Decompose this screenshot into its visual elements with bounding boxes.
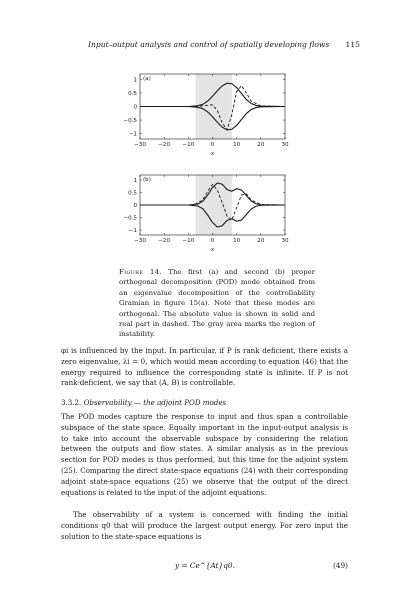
paragraph-2: The POD modes capture the response to input and thus span a controllable subspace of the state space. Equally important in the input-output analysis is to take into account the observable subspace by considering the relation between the outputs and flow states. A similar analysis as in the previous section for POD modes is thus performed, but this time for the adjoint system (25). Comparing the direct state-space equations (24) with their corresponding adjoint state-space equations (25) we observe that the output of the direct equations is related to the input of the adjoint equations. [61, 412, 348, 497]
y-tick-label: −1 [128, 131, 137, 138]
panel-label: (b) [143, 177, 151, 183]
x-tick-label: −30 [134, 142, 146, 148]
page-number: 115 [345, 40, 360, 49]
caption-label: Figure 14. [119, 268, 162, 276]
y-tick-label: −0.5 [123, 215, 137, 222]
y-tick-label: 0 [133, 203, 137, 209]
y-tick-label: 1 [133, 178, 137, 184]
x-tick-label: 20 [257, 142, 265, 148]
instability-region [196, 175, 232, 235]
y-tick-label: −1 [128, 228, 137, 234]
y-tick-label: −0.5 [123, 118, 137, 125]
y-tick-label: 0 [133, 104, 137, 111]
subsection-number: 3.3.2. [61, 398, 82, 407]
equation-number: (49) [333, 561, 348, 570]
x-tick-label: 10 [233, 238, 241, 244]
paragraph-1: φi is influenced by the input. In particular, if P is rank deficient, there exists a zero eigenvalue, λi = 0, which would mean according to equation (46) that the energy required to influence the corresponding state is infinite. If P is not rank-deficient, we say that (A, B) is controllable. [61, 346, 348, 388]
equation-expression: y = Ce^{At}q0. [175, 561, 235, 570]
x-tick-label: 10 [233, 142, 241, 148]
caption-text: The first (a) and second (b) proper orthogonal decomposition (POD) mode obtained from an eigenvalue decomposition of the controllability Gramian in figure 15(a). Note that these modes are orthogonal. The absolute value is shown in solid and real part in dashed. The gray area marks the region of instability. [119, 268, 315, 339]
y-tick-label: 0.5 [128, 90, 137, 97]
y-tick-label: 1 [133, 77, 137, 84]
x-tick-label: −10 [182, 142, 195, 148]
x-tick-label: −10 [182, 238, 195, 244]
x-tick-label: 30 [281, 142, 289, 148]
x-tick-label: 0 [210, 142, 215, 148]
x-axis-label: x [210, 247, 215, 253]
x-tick-label: 20 [257, 238, 265, 244]
figure-caption [119, 267, 315, 340]
figure-14 [0, 0, 406, 270]
panel-label: (a) [143, 76, 151, 82]
panel-a-plot [123, 74, 289, 157]
paragraph-3: The observability of a system is concerned with finding the initial conditions q0 that will produce the largest output energy. For zero input the solution to the state-space equations is [61, 510, 348, 541]
subsection-heading [61, 398, 226, 407]
x-tick-label: −20 [158, 238, 171, 244]
x-tick-label: 0 [210, 238, 215, 244]
running-title: Input–output analysis and control of spatially developing flows [88, 40, 330, 49]
subsection-title: Observability — the adjoint POD modes [83, 398, 227, 407]
y-tick-label: 0.5 [128, 190, 137, 197]
x-tick-label: −20 [158, 142, 171, 148]
x-axis-label: x [210, 151, 215, 157]
panel-b-plot [123, 175, 289, 253]
x-tick-label: −30 [134, 238, 146, 244]
x-tick-label: 30 [281, 238, 289, 244]
equation-49 [61, 561, 348, 573]
